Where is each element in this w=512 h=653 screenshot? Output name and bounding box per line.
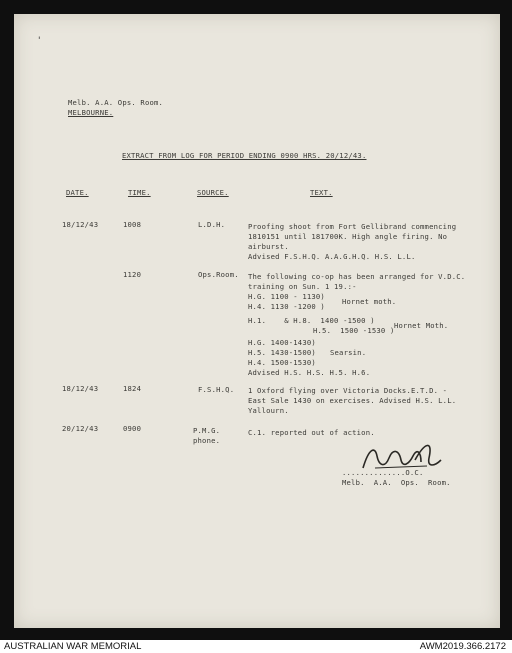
entry-source: F.S.H.Q.	[198, 385, 235, 394]
entry-time: 1008	[123, 220, 142, 229]
entry-time: 1824	[123, 384, 142, 393]
pencil-mark: '	[38, 36, 41, 46]
entry-text-line: airburst.	[248, 242, 289, 251]
entry-text-line: Proofing shoot from Fort Gellibrand commencing	[248, 222, 457, 231]
column-date: DATE.	[66, 188, 89, 197]
entry-date: 18/12/43	[62, 384, 99, 393]
signature-office: Melb. A.A. Ops. Room.	[342, 478, 451, 487]
schedule-line: H.1. & H.8. 1400 -1500 )	[248, 316, 375, 325]
hornet-note-1: Hornet moth.	[342, 297, 397, 306]
entry-text-line: Advised F.S.H.Q. A.A.G.H.Q. H.S. L.L.	[248, 252, 416, 261]
signature-line: ..............O.C.	[342, 468, 424, 477]
hornet-note-2: Hornet Moth.	[394, 321, 449, 330]
entry-source: L.D.H.	[198, 220, 226, 229]
entry-text-line: The following co-op has been arranged for V.D.C.	[248, 272, 466, 281]
entry-source: Ops.Room.	[198, 270, 239, 279]
address-line-2: MELBOURNE.	[68, 108, 114, 117]
archive-footer	[0, 640, 512, 653]
entry-source: phone.	[193, 436, 221, 445]
address-line-1: Melb. A.A. Ops. Room.	[68, 98, 164, 107]
advised-line: Advised H.S. H.S. H.5. H.6.	[248, 368, 371, 377]
entry-text-line: C.1. reported out of action.	[248, 428, 375, 437]
schedule-line: H.5. 1500 -1530 )	[313, 326, 395, 335]
entry-text-line: training on Sun. 1 19.:-	[248, 282, 357, 291]
column-text: TEXT.	[310, 188, 333, 197]
archive-reference: AWM2019.366.2172	[419, 641, 506, 652]
entry-time: 0900	[123, 424, 142, 433]
archive-name: AUSTRALIAN WAR MEMORIAL	[4, 641, 142, 652]
schedule-line: H.4. 1500-1530)	[248, 358, 316, 367]
document-title: EXTRACT FROM LOG FOR PERIOD ENDING 0900 HRS. 20/12/43.	[122, 151, 367, 160]
column-time: TIME.	[128, 188, 151, 197]
entry-source: P.M.G.	[193, 426, 221, 435]
entry-date: 20/12/43	[62, 424, 99, 433]
entry-text-line: 1810151 until 181700K. High angle firing. No	[248, 232, 448, 241]
entry-text-line: H.G. 1100 - 1130)	[248, 292, 325, 301]
searsin-note: Searsin.	[330, 348, 367, 357]
schedule-line: H.5. 1430-1500)	[248, 348, 316, 357]
entry-date: 18/12/43	[62, 220, 99, 229]
entry-text-line: 1 Oxford flying over Victoria Docks.E.T.D. -	[248, 386, 448, 395]
entry-text-line: East Sale 1430 on exercises. Advised H.S. L.L.	[248, 396, 457, 405]
entry-time: 1120	[123, 270, 142, 279]
entry-text-line: H.4. 1130 -1200 )	[248, 302, 325, 311]
entry-text-line: Yallourn.	[248, 406, 289, 415]
column-source: SOURCE.	[197, 188, 229, 197]
schedule-line: H.G. 1400-1430)	[248, 338, 316, 347]
